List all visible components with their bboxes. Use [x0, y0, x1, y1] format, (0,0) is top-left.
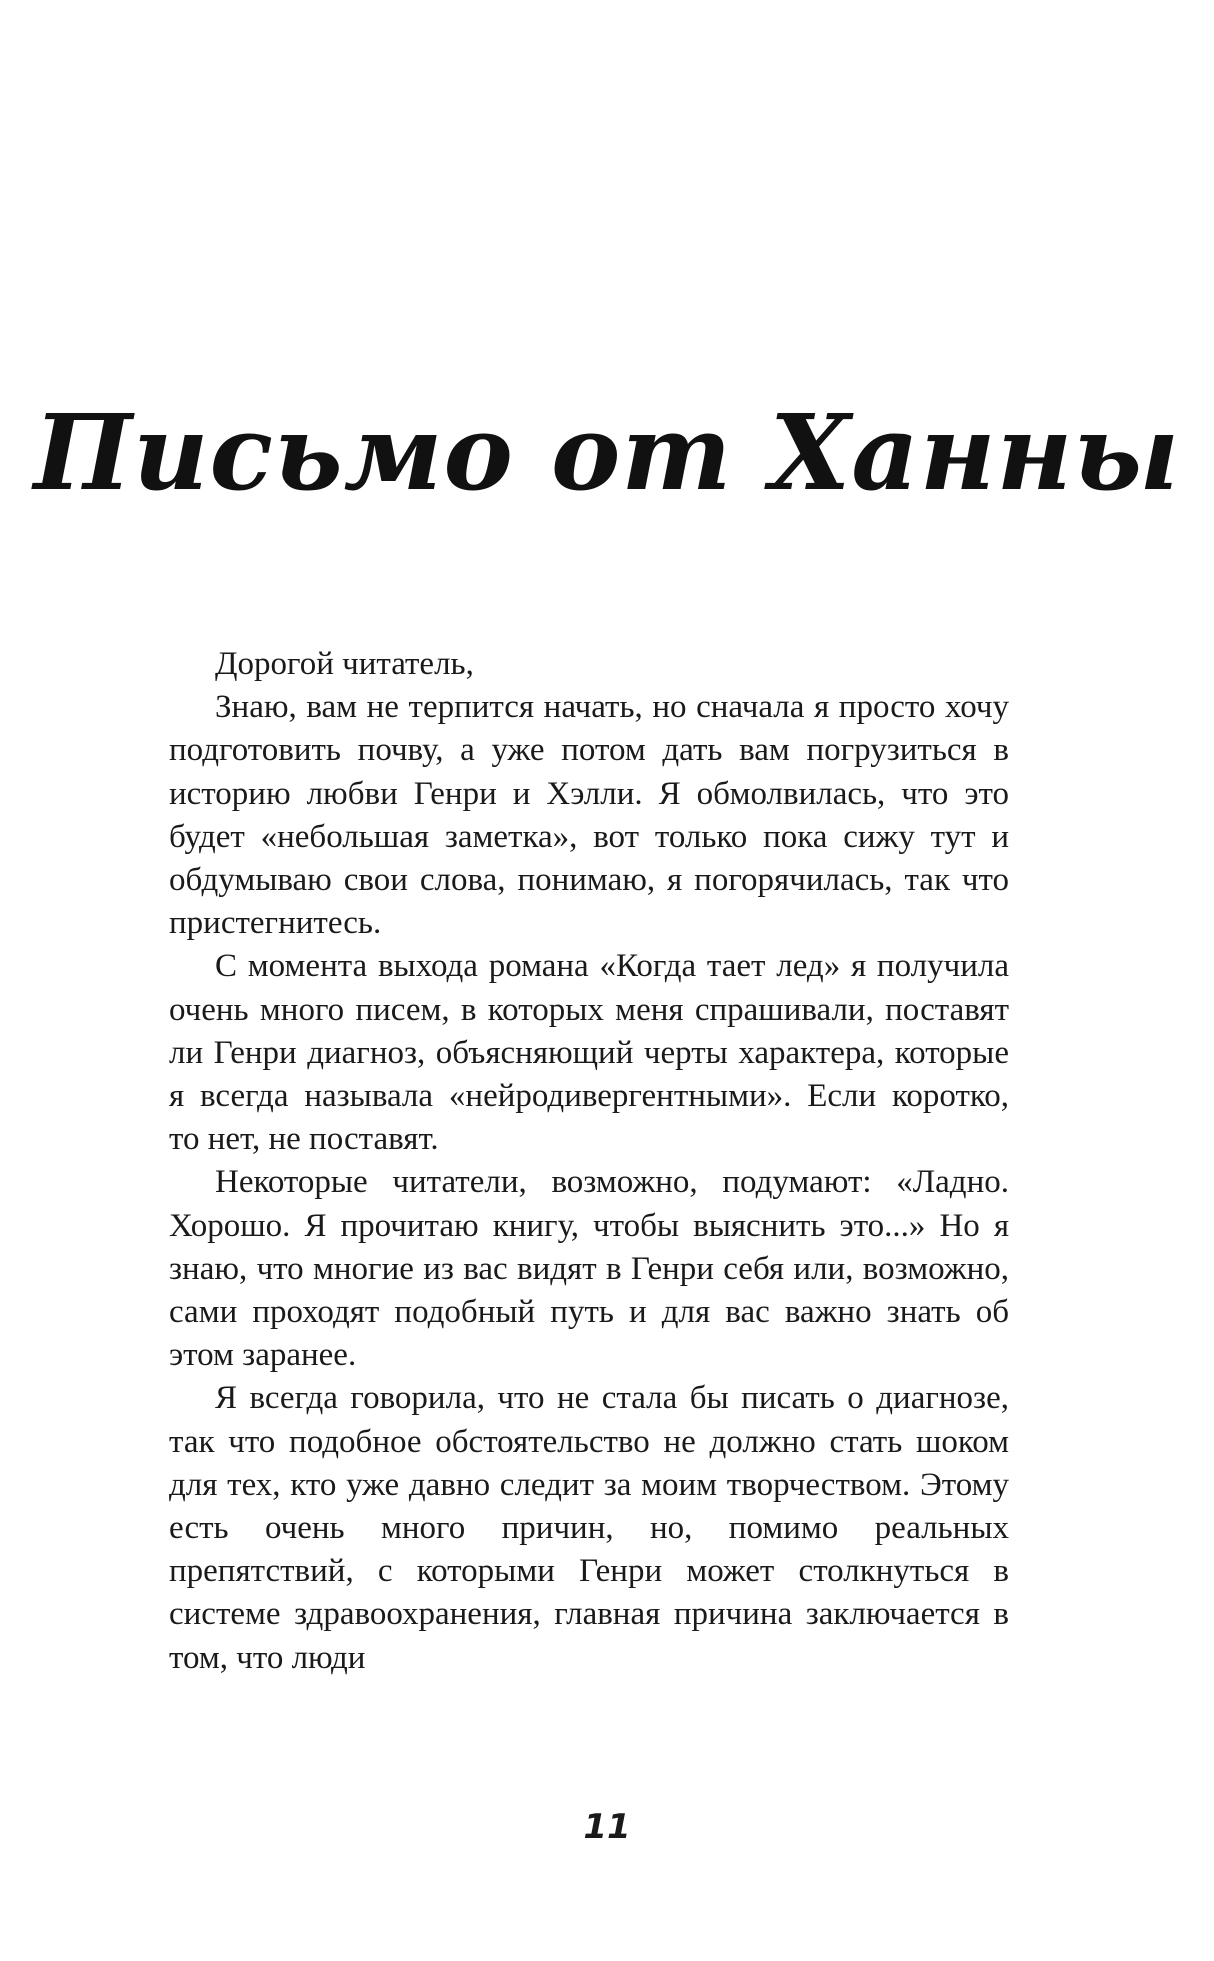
- letter-body: [169, 643, 1009, 1680]
- paragraph-2: С момента выхода романа «Когда тает лед» я получила очень много писем, в которых меня спрашивали, поставят ли Генри диагноз, объясняющий черты характера, которые я всегда называла «нейродивергентными». Если коротко, то нет, не поставят.: [169, 948, 1009, 1158]
- page-number: 11: [583, 1807, 631, 1847]
- paragraph-1: Знаю, вам не терпится начать, но сначала я просто хочу подготовить почву, а уже потом дать вам погрузиться в историю любви Генри и Хэлли. Я обмолвилась, что это будет «небольшая заметка», вот только пока сижу тут и обдумываю свои слова, понимаю, я погорячилась, так что пристегнитесь.: [169, 689, 1009, 942]
- chapter-title: Письмо от Ханны: [33, 390, 1181, 514]
- letter-salutation: Дорогой читатель,: [215, 646, 474, 682]
- paragraph-3: Некоторые читатели, возможно, подумают: «Ладно. Хорошо. Я прочитаю книгу, чтобы выяснить это...» Но я знаю, что многие из вас видят в Генри себя или, возможно, сами проходят подобный путь и для вас важно знать об этом заранее.: [169, 1164, 1009, 1374]
- paragraph-4: Я всегда говорила, что не стала бы писать о диагнозе, так что подобное обстоятельство не должно стать шоком для тех, кто уже давно следит за моим творчеством. Этому есть очень много причин, но, помимо реальных препятствий, с которыми Генри может столкнуться в системе здравоохранения, главная причина заключается в том, что люди: [169, 1380, 1009, 1676]
